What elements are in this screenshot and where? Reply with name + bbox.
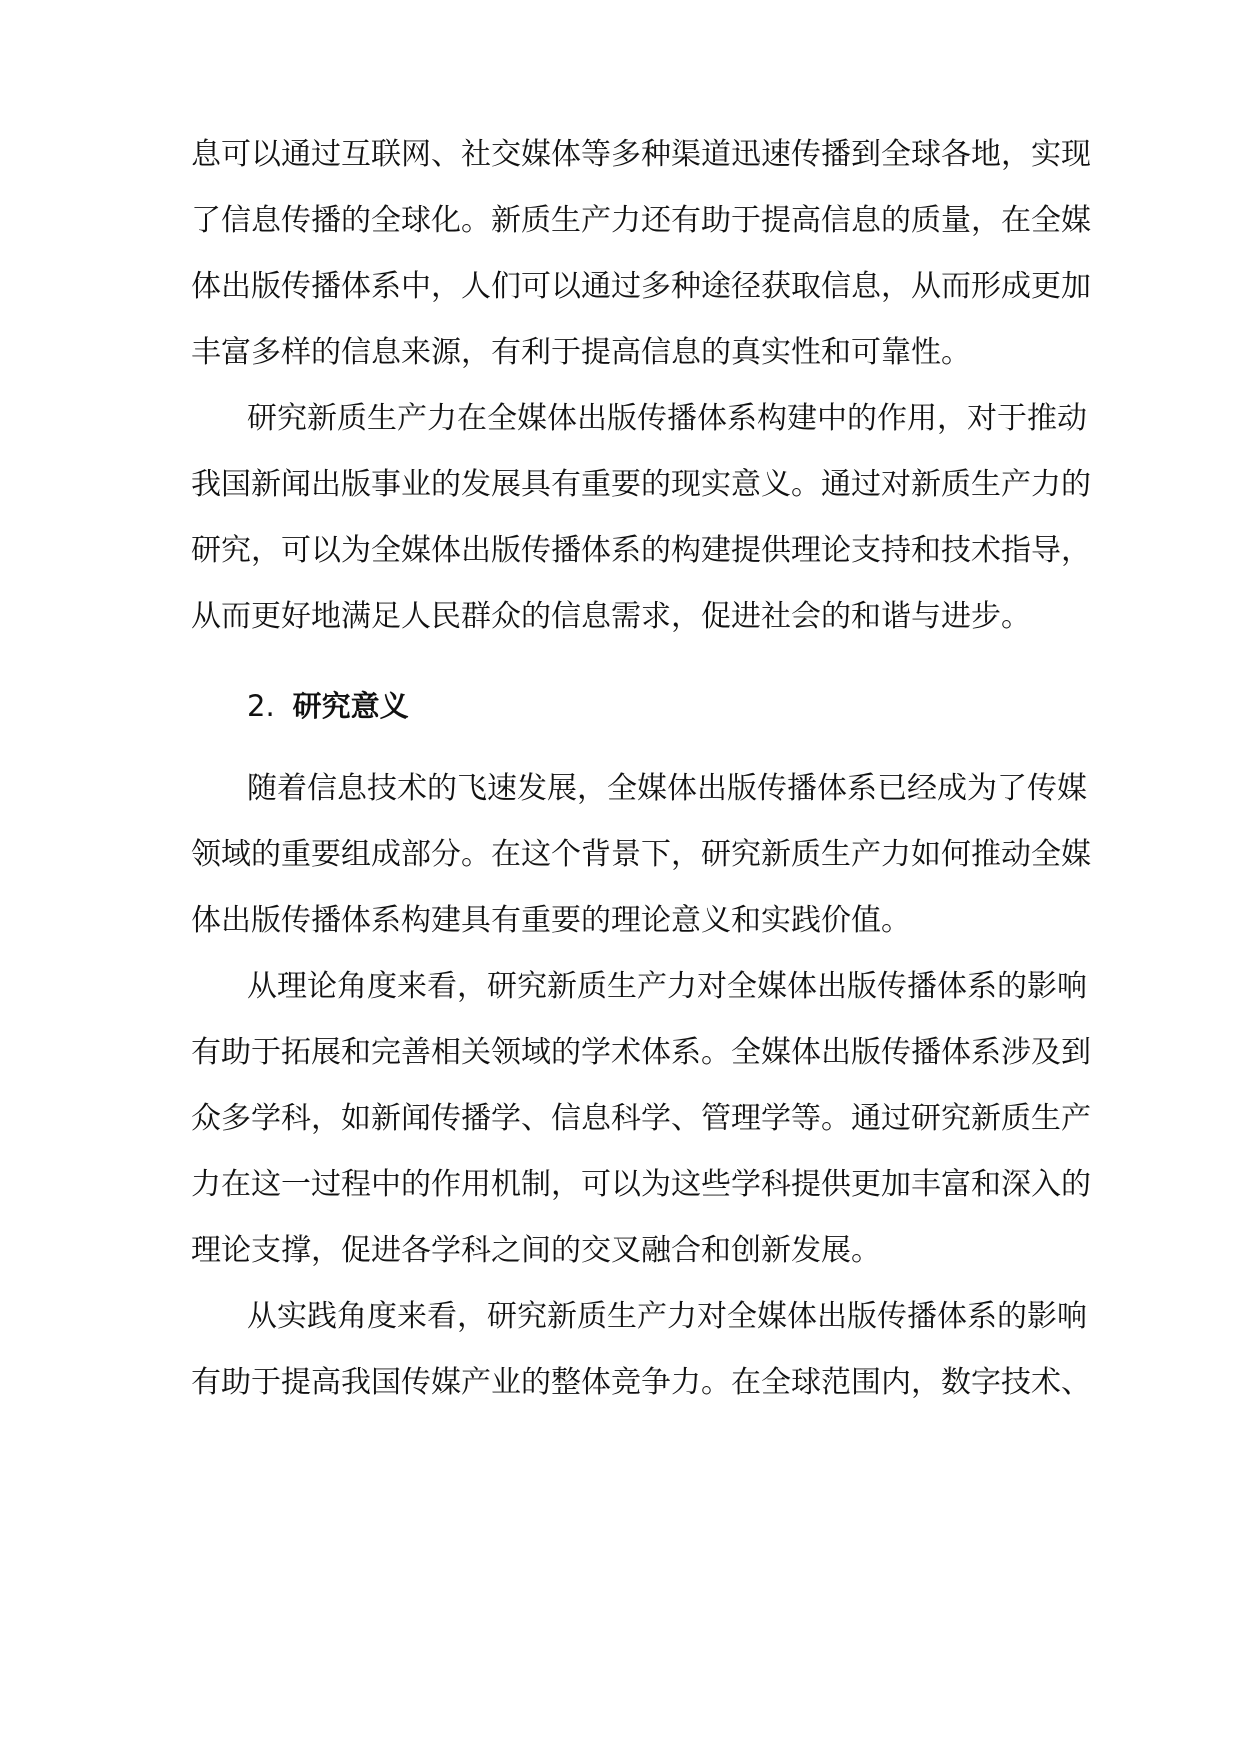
paragraph-1-line-2: 了信息传播的全球化。新质生产力还有助于提高信息的质量，在全媒	[191, 203, 1091, 238]
paragraph-1-line-4: 丰富多样的信息来源，有利于提高信息的真实性和可靠性。	[191, 335, 971, 370]
paragraph-3-line-1: 随着信息技术的飞速发展，全媒体出版传播体系已经成为了传媒	[247, 771, 1087, 806]
paragraph-4-line-5: 理论支撑，促进各学科之间的交叉融合和创新发展。	[191, 1233, 881, 1268]
section-title: 研究意义	[292, 689, 409, 723]
paragraph-5-line-1: 从实践角度来看，研究新质生产力对全媒体出版传播体系的影响	[247, 1299, 1087, 1334]
paragraph-5-line-2: 有助于提高我国传媒产业的整体竞争力。在全球范围内，数字技术、	[191, 1365, 1091, 1400]
section-number: 2.	[247, 689, 275, 723]
paragraph-4-line-1: 从理论角度来看，研究新质生产力对全媒体出版传播体系的影响	[247, 969, 1087, 1004]
paragraph-2-line-4: 从而更好地满足人民群众的信息需求，促进社会的和谐与进步。	[191, 599, 1031, 634]
section-heading	[247, 676, 409, 736]
paragraph-3-line-3: 体出版传播体系构建具有重要的理论意义和实践价值。	[191, 903, 911, 938]
paragraph-2-line-1: 研究新质生产力在全媒体出版传播体系构建中的作用，对于推动	[247, 401, 1087, 436]
paragraph-3-line-2: 领域的重要组成部分。在这个背景下，研究新质生产力如何推动全媒	[191, 837, 1091, 872]
paragraph-1-line-1: 息可以通过互联网、社交媒体等多种渠道迅速传播到全球各地，实现	[191, 137, 1091, 172]
paragraph-2-line-3: 研究，可以为全媒体出版传播体系的构建提供理论支持和技术指导，	[191, 533, 1091, 568]
paragraph-4-line-4: 力在这一过程中的作用机制，可以为这些学科提供更加丰富和深入的	[191, 1167, 1091, 1202]
paragraph-1-line-3: 体出版传播体系中，人们可以通过多种途径获取信息，从而形成更加	[191, 269, 1091, 304]
paragraph-2-line-2: 我国新闻出版事业的发展具有重要的现实意义。通过对新质生产力的	[191, 467, 1091, 502]
paragraph-4-line-3: 众多学科，如新闻传播学、信息科学、管理学等。通过研究新质生产	[191, 1101, 1091, 1136]
paragraph-4-line-2: 有助于拓展和完善相关领域的学术体系。全媒体出版传播体系涉及到	[191, 1035, 1091, 1070]
